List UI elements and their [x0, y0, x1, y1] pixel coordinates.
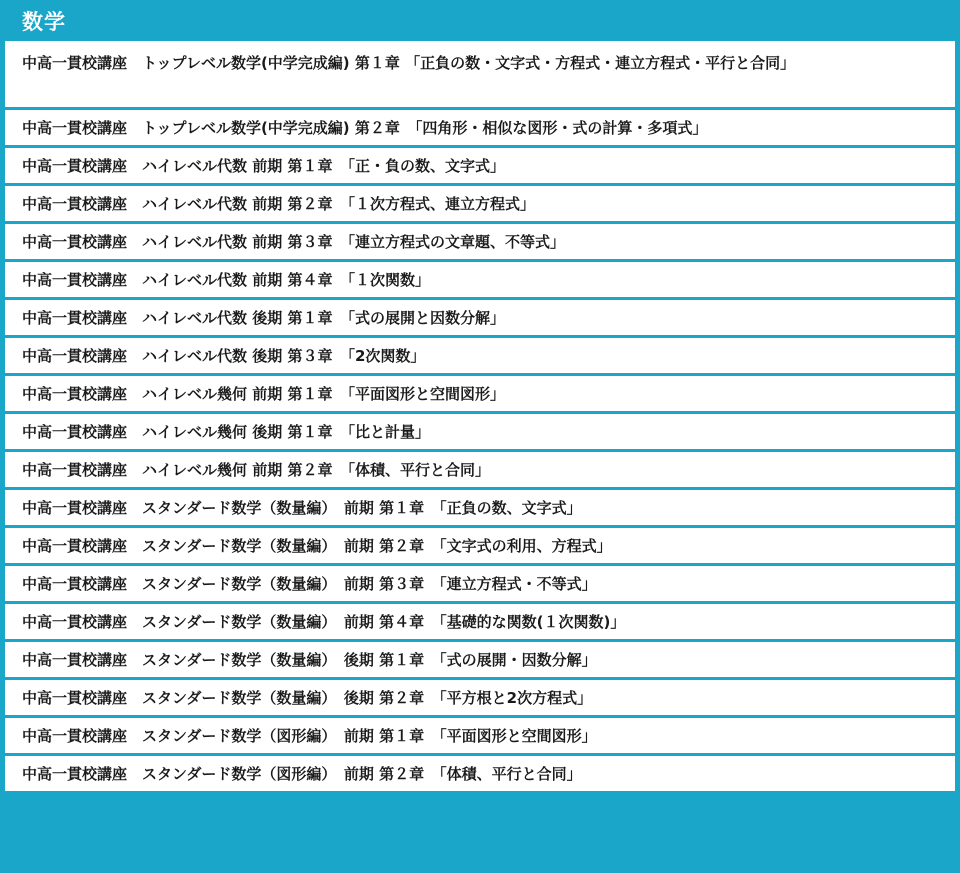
course-link-1[interactable]: 中高一貫校講座 トップレベル数学(中学完成編) 第１章 「正負の数・文字式・方程式・連立方程式・平行と合同」: [5, 41, 955, 107]
course-list: [5, 41, 955, 791]
course-link-8[interactable]: 中高一貫校講座 ハイレベル代数 後期 第３章 「2次関数」: [5, 338, 955, 373]
course-link-17[interactable]: 中高一貫校講座 スタンダード数学（数量編） 後期 第２章 「平方根と2次方程式」: [5, 680, 955, 715]
course-link-12[interactable]: 中高一貫校講座 スタンダード数学（数量編） 前期 第１章 「正負の数、文字式」: [5, 490, 955, 525]
course-link-11[interactable]: 中高一貫校講座 ハイレベル幾何 前期 第２章 「体積、平行と合同」: [5, 452, 955, 487]
course-link-7[interactable]: 中高一貫校講座 ハイレベル代数 後期 第１章 「式の展開と因数分解」: [5, 300, 955, 335]
section-title: 数学: [22, 9, 66, 34]
course-link-6[interactable]: 中高一貫校講座 ハイレベル代数 前期 第４章 「１次関数」: [5, 262, 955, 297]
course-link-10[interactable]: 中高一貫校講座 ハイレベル幾何 後期 第１章 「比と計量」: [5, 414, 955, 449]
course-link-18[interactable]: 中高一貫校講座 スタンダード数学（図形編） 前期 第１章 「平面図形と空間図形」: [5, 718, 955, 753]
course-link-3[interactable]: 中高一貫校講座 ハイレベル代数 前期 第１章 「正・負の数、文字式」: [5, 148, 955, 183]
course-link-2[interactable]: 中高一貫校講座 トップレベル数学(中学完成編) 第２章 「四角形・相似な図形・式の計算・多項式」: [5, 110, 955, 145]
course-link-16[interactable]: 中高一貫校講座 スタンダード数学（数量編） 後期 第１章 「式の展開・因数分解」: [5, 642, 955, 677]
course-link-19[interactable]: 中高一貫校講座 スタンダード数学（図形編） 前期 第２章 「体積、平行と合同」: [5, 756, 955, 791]
course-link-5[interactable]: 中高一貫校講座 ハイレベル代数 前期 第３章 「連立方程式の文章題、不等式」: [5, 224, 955, 259]
course-link-9[interactable]: 中高一貫校講座 ハイレベル幾何 前期 第１章 「平面図形と空間図形」: [5, 376, 955, 411]
course-link-13[interactable]: 中高一貫校講座 スタンダード数学（数量編） 前期 第２章 「文字式の利用、方程式」: [5, 528, 955, 563]
course-link-4[interactable]: 中高一貫校講座 ハイレベル代数 前期 第２章 「１次方程式、連立方程式」: [5, 186, 955, 221]
course-link-15[interactable]: 中高一貫校講座 スタンダード数学（数量編） 前期 第４章 「基礎的な関数(１次関数)」: [5, 604, 955, 639]
course-link-14[interactable]: 中高一貫校講座 スタンダード数学（数量編） 前期 第３章 「連立方程式・不等式」: [5, 566, 955, 601]
